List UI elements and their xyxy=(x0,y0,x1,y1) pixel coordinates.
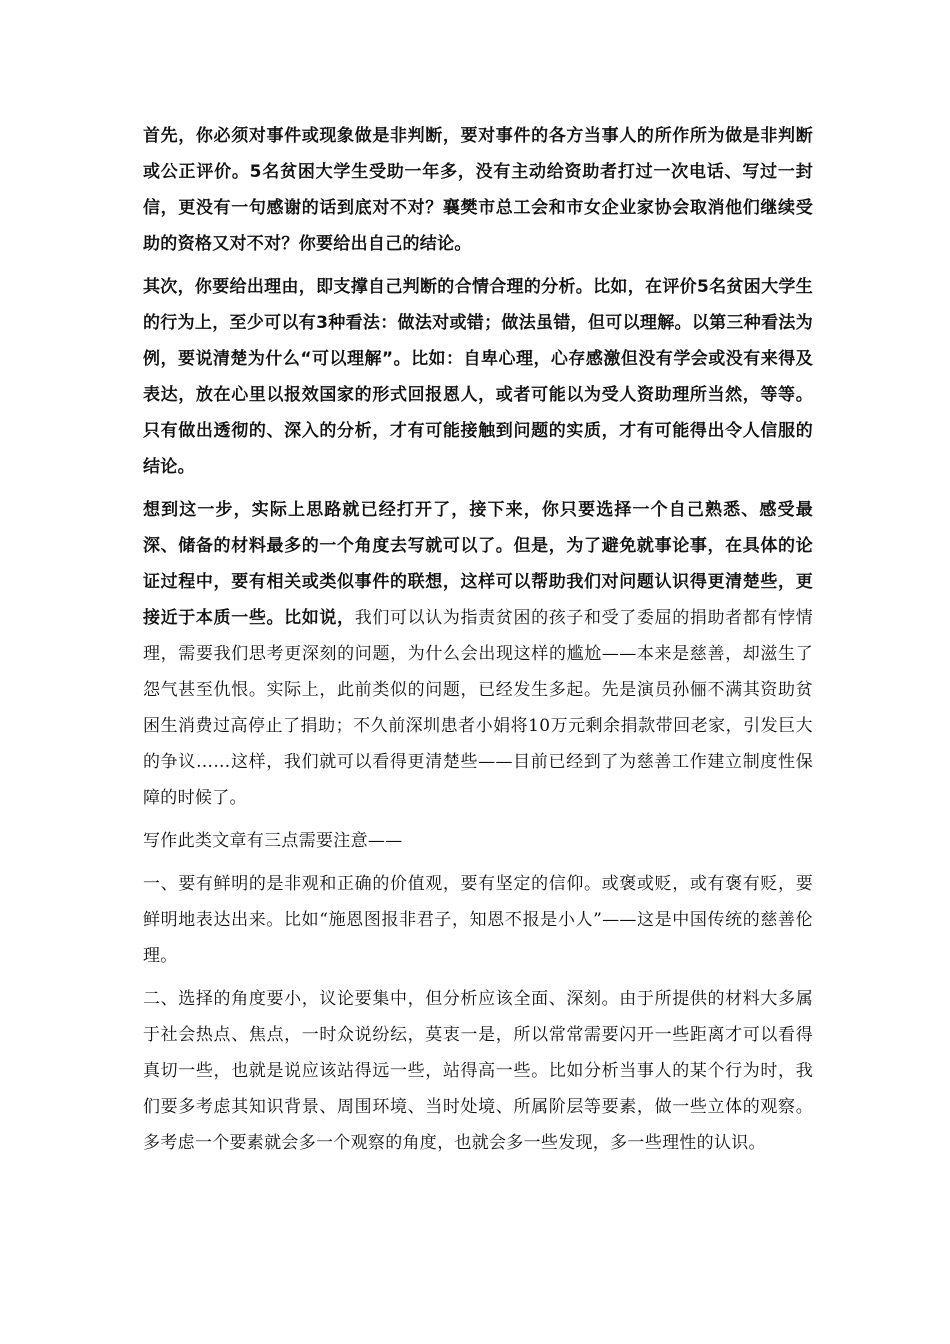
paragraph-3-normal-part: 我们可以认为指责贫困的孩子和受了委屈的捐助者都有悖情理，需要我们思考更深刻的问题，为什么会出现这样的尴尬——本来是慈善，却滋生了怨气甚至仇恨。实际上，此前类似的问题，已经发生多起。先是演员孙俪不满其资助贫困生消费过高停止了捐助；不久前深圳患者小娟将10万元剩余捐款带回老家，引发巨大的争议……这样，我们就可以看得更清楚些——目前已经到了为慈善工作建立制度性保障的时候了。 xyxy=(143,608,813,808)
paragraph-2: 其次，你要给出理由，即支撑自己判断的合情合理的分析。比如，在评价5名贫困大学生的行为上，至少可以有3种看法：做法对或错；做法虽错，但可以理解。以第三种看法为例，要说清楚为什么“可以理解”。比如：自卑心理，心存感激但没有学会或没有来得及表达，放在心里以报效国家的形式回报恩人，或者可能以为受人资助理所当然，等等。只有做出透彻的、深入的分析，才有可能接触到问题的实质，才有可能得出令人信服的结论。 xyxy=(143,277,813,477)
paragraph-6: 二、选择的角度要小，议论要集中，但分析应该全面、深刻。由于所提供的材料大多属于社会热点、焦点，一时众说纷纭，莫衷一是，所以常常需要闪开一些距离才可以看得真切一些，也就是说应该站得远一些，站得高一些。比如分析当事人的某个行为时，我们要多考虑其知识背景、周围环境、当时处境、所属阶层等要素，做一些立体的观察。多考虑一个要素就会多一个观察的角度，也就会多一些发现，多一些理性的认识。 xyxy=(143,989,813,1153)
paragraph-3-bold-part: 想到这一步，实际上思路就已经打开了，接下来，你只要选择一个自己熟悉、感受最深、储备的材料最多的一个角度去写就可以了。但是，为了避免就事论事，在具体的论证过程中，要有相关或类似事件的联想，这样可以帮助我们对问题认识得更清楚些，更接近于本质一些。比如说， xyxy=(143,500,813,628)
document-body xyxy=(143,118,813,1168)
paragraph-3 xyxy=(143,492,813,816)
paragraph-4: 写作此类文章有三点需要注意—— xyxy=(143,831,403,851)
paragraph-5: 一、要有鲜明的是非观和正确的价值观，要有坚定的信仰。或褒或贬，或有褒有贬，要鲜明地表达出来。比如“施恩图报非君子，知恩不报是小人”——这是中国传统的慈善伦理。 xyxy=(143,874,813,966)
paragraph-1: 首先，你必须对事件或现象做是非判断，要对事件的各方当事人的所作所为做是非判断或公正评价。5名贫困大学生受助一年多，没有主动给资助者打过一次电话、写过一封信，更没有一句感谢的话到底对不对？襄樊市总工会和市女企业家协会取消他们继续受助的资格又对不对？你要给出自己的结论。 xyxy=(143,126,813,254)
